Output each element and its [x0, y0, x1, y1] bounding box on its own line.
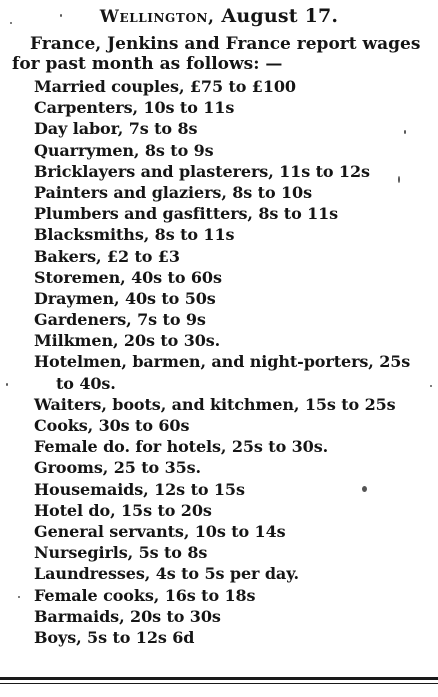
- intro-line-1: France, Jenkins and France report wages: [30, 34, 421, 54]
- wage-item: Draymen, 40s to 50s: [34, 288, 216, 308]
- intro-line-2: for past month as follows: —: [12, 54, 283, 74]
- print-speck: [18, 596, 20, 598]
- dateline: [0, 5, 438, 28]
- wage-item: Waiters, boots, and kitchmen, 15s to 25s: [34, 394, 396, 414]
- wage-item: General servants, 10s to 14s: [34, 521, 286, 541]
- wage-item: Cooks, 30s to 60s: [34, 416, 190, 435]
- print-speck: [430, 385, 432, 387]
- wage-item: Carpenters, 10s to 11s: [34, 98, 235, 118]
- wage-item: Boys, 5s to 12s 6d: [34, 627, 195, 647]
- wage-item-continuation: to 40s.: [56, 373, 116, 393]
- wage-item: Barmaids, 20s to 30s: [34, 606, 221, 626]
- wage-item: Female cooks, 16s to 18s: [34, 585, 256, 605]
- wage-item: Female do. for hotels, 25s to 30s.: [34, 437, 329, 457]
- print-speck: [398, 176, 400, 183]
- print-speck: [60, 14, 62, 17]
- column-rule-thin: [0, 683, 438, 684]
- wage-item: Storemen, 40s to 60s: [34, 267, 222, 287]
- wage-item: Hotelmen, barmen, and night-porters, 25s: [34, 352, 411, 372]
- print-speck: [6, 383, 8, 386]
- wage-item: Married couples, £75 to £100: [34, 77, 296, 96]
- wage-item: Bricklayers and plasterers, 11s to 12s: [34, 161, 370, 181]
- wage-item: Grooms, 25 to 35s.: [34, 458, 202, 478]
- wage-item: Nursegirls, 5s to 8s: [34, 543, 208, 563]
- dateline-place: Wellington,: [99, 7, 215, 27]
- wage-item: Hotel do, 15s to 20s: [34, 500, 212, 520]
- wage-item: Day labor, 7s to 8s: [34, 119, 198, 139]
- wage-item: Laundresses, 4s to 5s per day.: [34, 564, 300, 584]
- wage-item: Plumbers and gasfitters, 8s to 11s: [34, 204, 339, 224]
- wage-list: [0, 76, 438, 648]
- wage-item: Painters and glaziers, 8s to 10s: [34, 182, 312, 202]
- wage-item: Housemaids, 12s to 15s: [34, 479, 245, 499]
- print-speck: [404, 130, 406, 134]
- print-speck: [362, 486, 367, 492]
- print-speck: [10, 22, 12, 24]
- column-rule-thick: [0, 677, 438, 680]
- wage-item: Gardeners, 7s to 9s: [34, 310, 206, 330]
- wage-item: Blacksmiths, 8s to 11s: [34, 225, 235, 245]
- wage-item: Milkmen, 20s to 30s.: [34, 331, 221, 351]
- wage-item: Quarrymen, 8s to 9s: [34, 140, 214, 160]
- dateline-date: August 17.: [221, 5, 339, 27]
- wage-item: Bakers, £2 to £3: [34, 246, 180, 266]
